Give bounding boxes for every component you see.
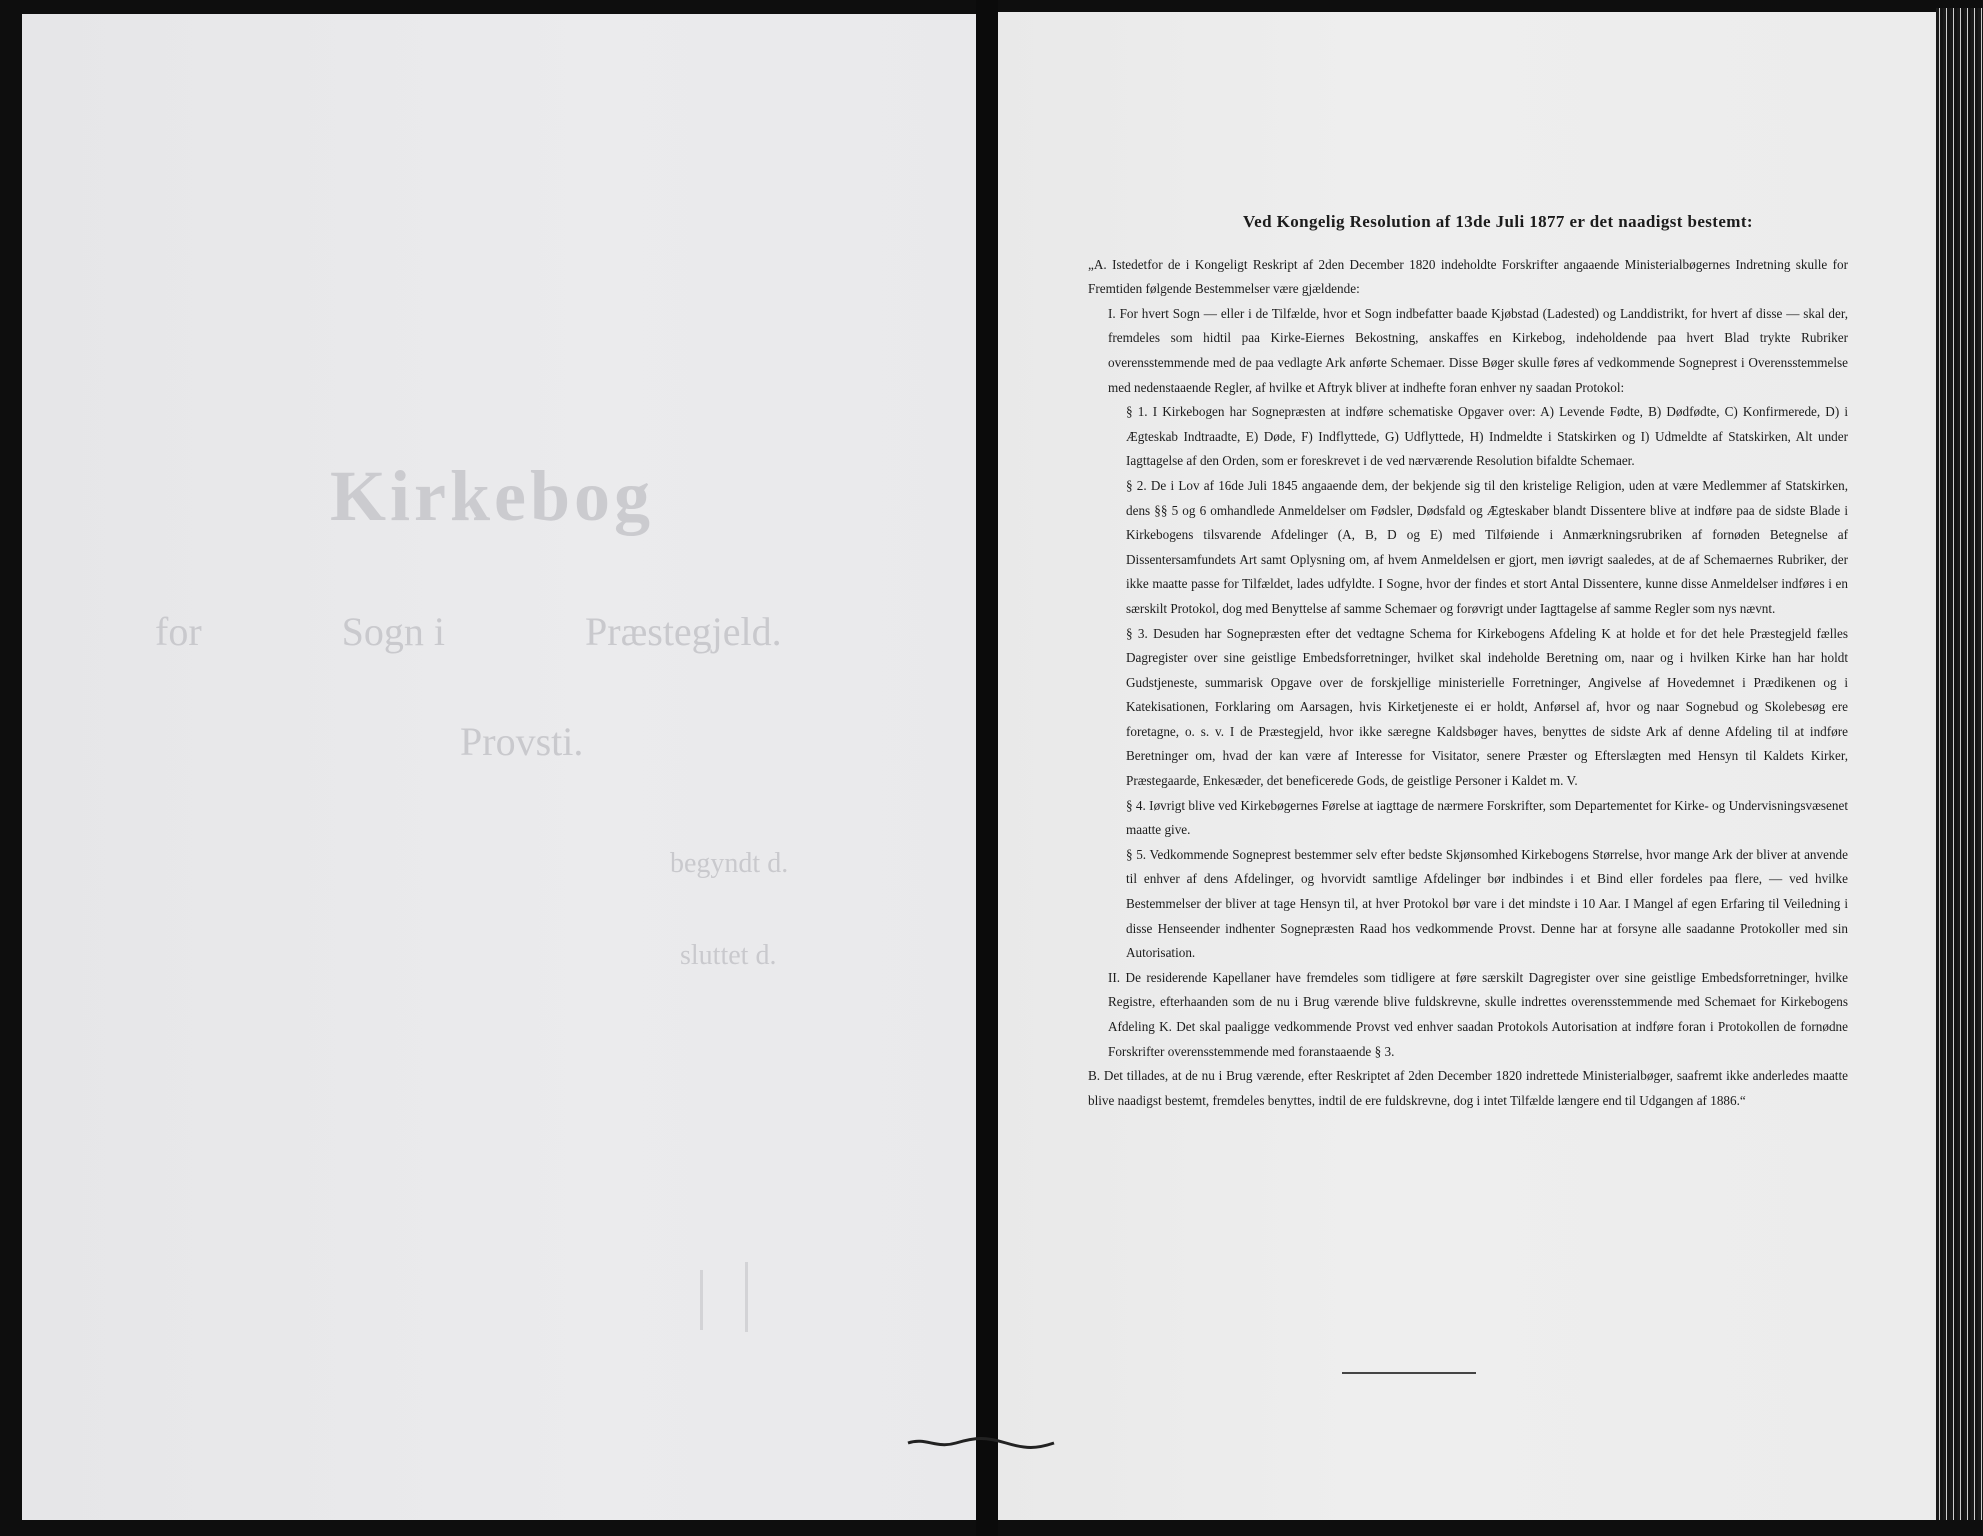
section-label: § 4. [1126, 797, 1146, 813]
cover-title: Kirkebog [330, 456, 655, 536]
section-text: De i Lov af 16de Juli 1845 angaaende dem, der bekjende sig til den kristelige Religion, uden at være Medlemmer af Statskirken, dens §§ 5 og 6 omhandlede Anmeldelser om Fødsler, Dødsfald og Ægteskaber blandt Dissentere blive at indføre paa de sidste Blade i Kirkebogens tilsvarende Afdelinger (A, B, D og E) med Tilføiende i Anmærkningsrubriken af fornøden Betegnelse af Dissentersamfundets Art samt Oplysning om, af hvem Anmeldelsen er gjort, men iøvrigt saaledes, at de af Schemaernes Rubriker, der ikke maatte passe for Tilfældet, lades udfyldte. I Sogne, hvor der findes et stort Antal Dissentere, kunne disse Anmeldelser indføres i en særskilt Protokol, dog med Benyttelse af samme Schemaer og forøvrigt under Iagttagelse af samme Regler som nys nævnt. [1126, 477, 1849, 616]
cover-begyndt-line: begyndt d. [670, 848, 789, 879]
pencil-mark [700, 1270, 703, 1330]
decree-heading: Ved Kongelig Resolution af 13de Juli 1877 er det naadigst bestemt: [1243, 212, 1753, 231]
left-page [22, 14, 976, 1520]
cover-provsti-line [350, 718, 583, 765]
paragraph-a [1088, 253, 1848, 302]
section-1 [1088, 400, 1848, 474]
paragraph-label: „A. [1088, 256, 1107, 272]
cover-prestegjeld-word: Præstegjeld. [585, 609, 782, 654]
section-label: § 1. [1126, 404, 1148, 420]
section-text: I Kirkebogen har Sognepræsten at indføre schematiske Opgaver over: A) Levende Fødte, B) Dødfødte, C) Konfirmerede, D) i Ægteskab Indtraadte, E) Døde, F) Indflyttede, G) Udflyttede, H) Indmeldte i Statskirken og I) Udmeldte af Statskirken, Alt under Iagttagelse af den Orden, som er foreskrevet i de ved nærværende Resolution bifaldte Schemaer. [1126, 404, 1849, 469]
section-label: § 2. [1126, 477, 1147, 493]
paragraph-text: Istedetfor de i Kongeligt Reskript af 2den December 1820 indeholdte Forskrifter angaaende Ministerialbøgernes Indretning skulle for Fremtiden følgende Bestemmelser være gjældende: [1088, 256, 1849, 297]
section-4 [1088, 794, 1848, 843]
section-label: § 3. [1126, 625, 1148, 641]
paragraph-label: I. [1108, 305, 1116, 321]
pencil-mark [745, 1262, 748, 1332]
book-gutter [976, 0, 998, 1536]
paragraph-text: For hvert Sogn — eller i de Tilfælde, hvor et Sogn indbefatter baade Kjøbstad (Ladested) og Landdistrikt, for hvert af disse — skal der, fremdeles som hidtil paa Kirke-Eiernes Bekostning, anskaffes en Kirkebog, indeholdende paa hvert Blad trykte Rubriker overensstemmende med de paa vedlagte Ark anførte Schemaer. Disse Bøger skulle føres af vedkommende Sogneprest i Overensstemmelse med nedenstaaende Regler, af hvilke et Aftryk bliver at indhefte foran enhver ny saadan Protokol: [1108, 305, 1849, 395]
paragraph-label: B. [1088, 1068, 1101, 1084]
paragraph-b [1088, 1064, 1848, 1113]
cover-provsti-word: Provsti. [460, 719, 584, 764]
section-text: Iøvrigt blive ved Kirkebøgernes Førelse at iagttage de nærmere Forskrifter, som Departementet for Kirke- og Undervisningsvæsenet maatte give. [1126, 797, 1849, 838]
paragraph-ii [1088, 966, 1848, 1064]
section-text: Desuden har Sognepræsten efter det vedtagne Schema for Kirkebogens Afdeling K at holde et for det hele Præstegjeld fælles Dagregister over sine geistlige Embedsforretninger, hvilket skal indeholde Beretning om, naar og i hvilken Kirke han har holdt Gudstjeneste, summarisk Opgave over de forskjellige ministerielle Forretninger, Angivelse af Hovedemnet i Prædikenen og i Katekisationen, Forklaring om Aarsagen, hvis Kirketjeneste ei er holdt, Anførsel af, hvor og naar Sognebud og Skolebesøg ere foretagne, o. s. v. I de Præstegjeld, hvor ikke særegne Kaldsbøger haves, benyttes de sidste Ark af denne Afdeling til at indføre Beretninger om, hvad der kan være af Interesse for Visitator, senere Præster og Efterslægten med Hensyn til Kaldets Kirker, Præstegaarde, Enkesæder, det beneficerede Gods, de geistlige Personer i Kaldet m. V. [1126, 625, 1849, 789]
section-text: Vedkommende Sogneprest bestemmer selv efter bedste Skjønsomhed Kirkebogens Størrelse, hvor mange Ark der bliver at anvende til enhver af dens Afdelinger, og hvorvidt samtlige Afdelinger bør indbindes i et Bind eller fordeles paa flere, — ved hvilke Bestemmelser der bliver at tage Hensyn til, at hver Protokol bør vare i det mindste i 10 Aar. I Mangel af egen Erfaring til Veiledning i disse Henseender indhenter Sognepræsten Raad hos vedkommende Provst. Denne har at forsyne alle saadanne Protokoller med sin Autorisation. [1126, 846, 1849, 961]
section-2 [1088, 474, 1848, 622]
paragraph-i [1088, 302, 1848, 400]
cover-sogn-word: Sogn i [341, 609, 445, 654]
paragraph-text: Det tillades, at de nu i Brug værende, efter Reskriptet af 2den December 1820 indrettede Ministerialbøger, saafremt ikke anderledes maatte blive naadigst bestemt, fremdeles benyttes, indtil de ere fuldskrevne, dog i intet Tilfælde længere end til Udgangen af 1886.“ [1088, 1068, 1848, 1108]
decree-text [1088, 210, 1848, 1113]
cover-sluttet-line: sluttet d. [680, 940, 777, 971]
cover-parish-line [155, 608, 782, 655]
section-label: § 5. [1126, 846, 1147, 862]
binding-ornament [906, 1435, 1056, 1451]
section-5 [1088, 843, 1848, 966]
paragraph-label: II. [1108, 969, 1121, 985]
paragraph-text: De residerende Kapellaner have fremdeles som tidligere at føre særskilt Dagregister over sine geistlige Embedsforretninger, hvilke Registre, efterhaanden som de nu i Brug værende blive fuldskrevne, skulle indrettes overensstemmende med Schemaet for Kirkebogens Afdeling K. Det skal paaligge vedkommende Provst ved enhver saadan Protokols Autorisation at indføre foran i Protokollen de fornødne Forskrifter overensstemmende med foranstaaende § 3. [1108, 969, 1848, 1059]
page-edges [1936, 8, 1983, 1520]
cover-for-word: for [155, 609, 202, 654]
section-3 [1088, 622, 1848, 794]
separator-line [1342, 1372, 1476, 1374]
